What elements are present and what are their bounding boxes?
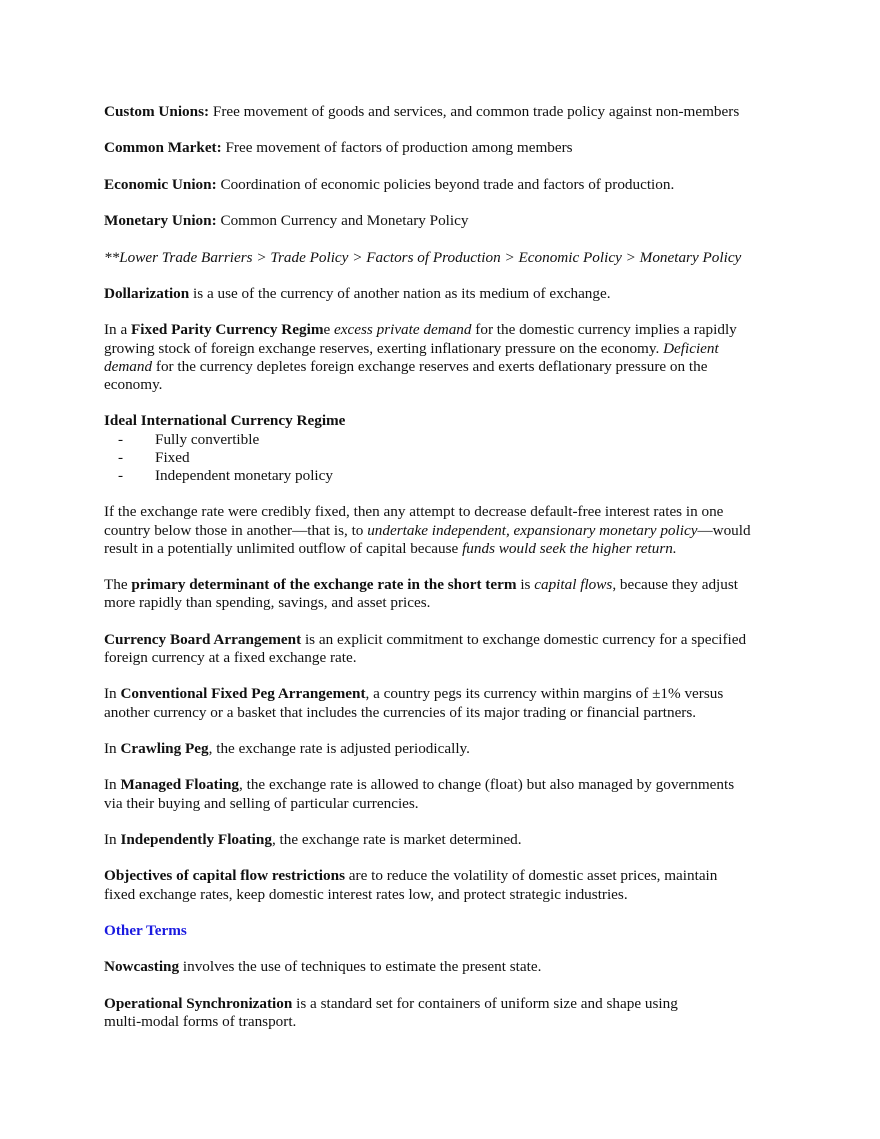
currency-board-definition: Currency Board Arrangement is an explicit commitment to exchange domestic currency for a specified foreign currency at a fixed exchange rate. <box>104 630 747 666</box>
term: primary determinant of the exchange rate in the short term <box>131 576 517 594</box>
conventional-peg-definition: In Conventional Fixed Peg Arrangement, a country pegs its currency within margins of ±1% versus another currency or a basket that includes the currencies of its major trading or financial partners. <box>104 685 724 721</box>
list-item: - Fixed <box>118 448 190 466</box>
other-terms-heading: Other Terms <box>104 921 187 939</box>
economic-union-definition: Economic Union: Coordination of economic policies beyond trade and factors of production. <box>104 175 675 193</box>
common-market-definition: Common Market: Free movement of factors of production among members <box>104 139 573 157</box>
independently-floating-definition: In Independently Floating, the exchange rate is market determined. <box>104 830 522 848</box>
term: Currency Board Arrangement <box>104 630 302 648</box>
term: Economic Union: <box>104 175 217 193</box>
term: Monetary Union: <box>104 212 217 230</box>
ideal-regime-list <box>104 431 790 486</box>
list-item: - Independent monetary policy <box>118 466 333 484</box>
term: Common Market: <box>104 139 222 157</box>
nowcasting-definition: Nowcasting involves the use of techniques to estimate the present state. <box>104 958 542 976</box>
term: Nowcasting <box>104 958 180 976</box>
managed-floating-definition: In Managed Floating, the exchange rate is allowed to change (float) but also managed by governments via their buying and selling of particular currencies. <box>104 776 735 812</box>
term: Fixed Parity Currency Regim <box>131 321 324 339</box>
term: Operational Synchronization <box>104 994 293 1012</box>
capital-flow-definition: Objectives of capital flow restrictions are to reduce the volatility of domestic asset prices, maintain fixed exchange rates, keep domestic interest rates low, and protect strategic industries. <box>104 867 718 903</box>
custom-unions-definition: Custom Unions: Free movement of goods and services, and common trade policy against non-members <box>104 103 740 120</box>
monetary-union-definition: Monetary Union: Common Currency and Monetary Policy <box>104 212 469 230</box>
credibly-fixed-paragraph: If the exchange rate were credibly fixed, then any attempt to decrease default-free interest rates in one country below those in another—that is, to undertake independent, expansionary monetary policy—would result in a potentially unlimited outflow of capital because funds would seek the higher return. <box>104 503 751 557</box>
ideal-regime-section <box>104 412 790 485</box>
dollarization-definition: Dollarization is a use of the currency of another nation as its medium of exchange. <box>104 284 611 302</box>
fixed-parity-paragraph: In a Fixed Parity Currency Regime excess private demand for the domestic currency implies a rapidly growing stock of foreign exchange reserves, exerting inflationary pressure on the economy. Deficient demand for the currency depletes foreign exchange reserves and exerts deflationary pressure on the economy. <box>104 321 737 393</box>
progression-note: **Lower Trade Barriers > Trade Policy > Factors of Production > Economic Policy > Monetary Policy <box>104 248 742 266</box>
term: Independently Floating <box>120 830 272 848</box>
primary-determinant-paragraph: The primary determinant of the exchange rate in the short term is capital flows, because they adjust more rapidly than spending, savings, and asset prices. <box>104 576 738 612</box>
term: Crawling Peg <box>120 739 209 757</box>
term: Dollarization <box>104 284 190 302</box>
operational-sync-definition: Operational Synchronization is a standard set for containers of uniform size and shape using multi-modal forms of transport. <box>104 994 678 1030</box>
term: Objectives of capital flow restrictions <box>104 867 345 885</box>
term: Managed Floating <box>120 776 240 794</box>
term: Conventional Fixed Peg Arrangement <box>120 685 366 703</box>
ideal-regime-heading: Ideal International Currency Regime <box>104 412 346 430</box>
list-item: - Fully convertible <box>118 430 260 448</box>
term: Custom Unions: <box>104 103 210 120</box>
crawling-peg-definition: In Crawling Peg, the exchange rate is adjusted periodically. <box>104 739 470 757</box>
